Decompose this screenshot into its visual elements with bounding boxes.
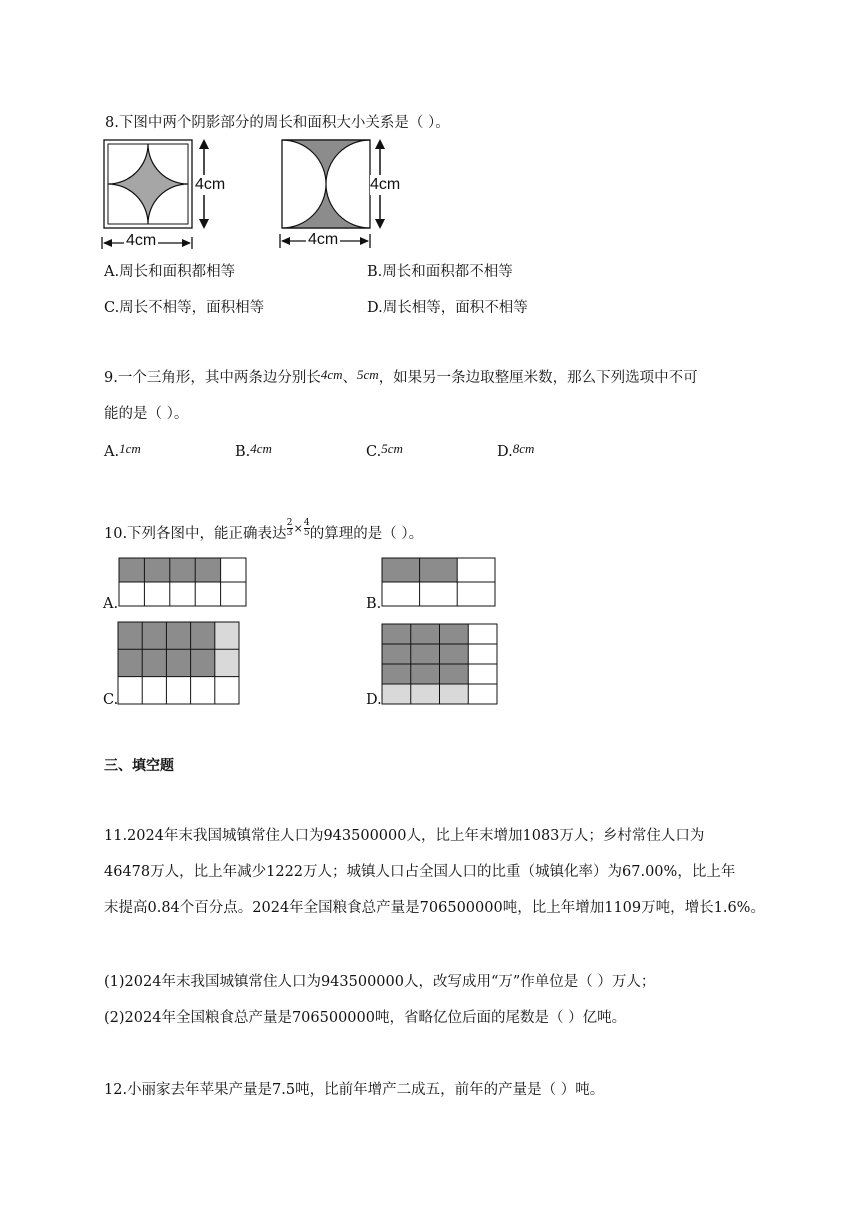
q9-option-c[interactable]: C.5cm (366, 441, 403, 460)
q8-stem: 8.下图中两个阴影部分的周长和面积大小关系是（ ）。 (105, 115, 450, 131)
q10-grid-a (119, 558, 247, 608)
q11-line-3: 末提高0.84个百分点。2024年全国粮食总产量是706500000吨，比上年增加1109万吨，增长1.6%。 (104, 900, 765, 916)
q9-option-d[interactable]: D.8cm (497, 441, 535, 460)
q9-option-b[interactable]: B.4cm (235, 441, 272, 460)
q11-sub-2: (2)2024年全国粮食总产量是706500000吨，省略亿位后面的尾数是（ ）亿吨。 (104, 1010, 627, 1026)
q11-sub-1: (1)2024年末我国城镇常住人口为943500000人，改写成用“万”作单位是（ ）万人； (104, 974, 656, 990)
q10-fraction-2: $\frac{4}{5}$ (303, 517, 310, 538)
q9-stem-line2: 能的是（ ）。 (104, 406, 189, 422)
q10-grid-c (118, 622, 242, 706)
q8-right-bottom-label: 4cm (308, 231, 339, 248)
q11-line-2: 46478万人，比上年减少1222万人；城镇人口占全国人口的比重（城镇化率）为67.00%，比上年 (104, 864, 736, 880)
q8-left-bottom-label: 4cm (126, 232, 157, 249)
q12-stem: 12.小丽家去年苹果产量是7.5吨，比前年增产二成五，前年的产量是（ ）吨。 (104, 1082, 605, 1098)
q10-option-c[interactable]: C. (103, 692, 119, 708)
q10-grid-b (382, 558, 496, 608)
q10-fraction-1: $\frac{2}{3}$ (286, 517, 293, 538)
q8-option-c[interactable]: C.周长不相等，面积相等 (104, 300, 265, 316)
q8-right-side-label: 4cm (370, 176, 401, 193)
q11-line-1: 11.2024年末我国城镇常住人口为943500000人，比上年末增加1083万人；乡村常住人口为 (104, 828, 705, 844)
q10-option-b[interactable]: B. (366, 596, 382, 612)
q9-option-a[interactable]: A.1cm (104, 441, 141, 460)
q8-option-a[interactable]: A.周长和面积都相等 (104, 264, 236, 280)
q8-left-side-label: 4cm (195, 176, 226, 193)
q10-grid-d (382, 624, 498, 706)
q9-side1: 4cm (320, 367, 343, 382)
q10-stem: 10.下列各图中，能正确表达 $\frac{2}{3}$ × $\frac{4}{5}$ 的算理的是（ ）。 (104, 517, 424, 542)
q8-option-d[interactable]: D.周长相等，面积不相等 (367, 300, 528, 316)
q9-stem-line1: 9.一个三角形，其中两条边分别长4cm、5cm，如果另一条边取整厘米数，那么下列选项中不可 (104, 367, 698, 386)
section-3-title: 三、填空题 (104, 758, 174, 774)
q10-option-d[interactable]: D. (366, 692, 382, 708)
q9-side2: 5cm (357, 367, 379, 382)
q10-option-a[interactable]: A. (103, 596, 119, 612)
q8-option-b[interactable]: B.周长和面积都不相等 (367, 264, 513, 280)
